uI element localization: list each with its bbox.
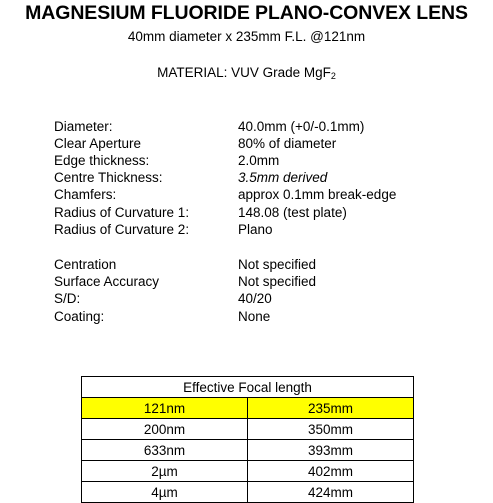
focal-length-table: [81, 376, 414, 503]
spec-value: 148.08 (test plate): [238, 205, 347, 220]
wavelength-cell: 2µm: [82, 461, 248, 482]
spec-value: None: [238, 309, 271, 324]
spec-value: 40/20: [238, 291, 272, 306]
table-header-row: [82, 377, 414, 398]
spec-value: Not specified: [238, 257, 317, 272]
focal-length-cell: 235mm: [248, 398, 414, 419]
spec-value: 3.5mm derived: [238, 170, 328, 185]
spec-value: 40.0mm (+0/-0.1mm): [238, 119, 365, 134]
document-subtitle: 40mm diameter x 235mm F.L. @121nm: [127, 29, 366, 44]
spec-label: Edge thickness:: [54, 153, 150, 168]
spec-label: Centre Thickness:: [54, 170, 163, 185]
spec-row-coating: [0, 308, 493, 325]
wavelength-cell: 121nm: [82, 398, 248, 419]
spec-row-surface-accuracy: [0, 273, 493, 290]
spec-label: Coating:: [54, 309, 105, 324]
material-line: [0, 65, 493, 81]
spec-label: Clear Aperture: [54, 136, 142, 151]
focal-length-cell: 393mm: [248, 440, 414, 461]
spec-row-centre-thickness: [0, 169, 493, 186]
spec-label: Radius of Curvature 2:: [54, 222, 190, 237]
spec-value: 2.0mm: [238, 153, 280, 168]
focal-length-cell: 402mm: [248, 461, 414, 482]
spec-value: Plano: [238, 222, 273, 237]
spec-label: Chamfers:: [54, 187, 117, 202]
spec-label: Surface Accuracy: [54, 274, 160, 289]
spec-row-scratch-dig: [0, 290, 493, 307]
table-header: Effective Focal length: [82, 377, 414, 398]
wavelength-cell: 4µm: [82, 482, 248, 503]
spec-label: S/D:: [54, 291, 81, 306]
material-text: MATERIAL: VUV Grade MgF: [157, 65, 331, 80]
spec-row-radius-1: [0, 204, 493, 221]
spec-row-clear-aperture: [0, 135, 493, 152]
spec-label: Centration: [54, 257, 117, 272]
table-row: [82, 419, 414, 440]
spec-row-diameter: [0, 118, 493, 135]
spec-label: Radius of Curvature 1:: [54, 205, 190, 220]
spec-value: 80% of diameter: [238, 136, 337, 151]
spec-row-radius-2: [0, 221, 493, 238]
focal-length-cell: 350mm: [248, 419, 414, 440]
document-title: MAGNESIUM FLUORIDE PLANO-CONVEX LENS: [25, 2, 468, 24]
spec-row-centration: [0, 256, 493, 273]
wavelength-cell: 633nm: [82, 440, 248, 461]
spec-row-chamfers: [0, 186, 493, 203]
spec-row-edge-thickness: [0, 152, 493, 169]
material-subscript: 2: [330, 71, 336, 81]
spec-value: approx 0.1mm break-edge: [238, 187, 397, 202]
table-row: [82, 461, 414, 482]
focal-length-cell: 424mm: [248, 482, 414, 503]
table-row: [82, 482, 414, 503]
spec-label: Diameter:: [54, 119, 113, 134]
spec-value: Not specified: [238, 274, 317, 289]
wavelength-cell: 200nm: [82, 419, 248, 440]
table-row-highlighted: [82, 398, 414, 419]
table-row: [82, 440, 414, 461]
